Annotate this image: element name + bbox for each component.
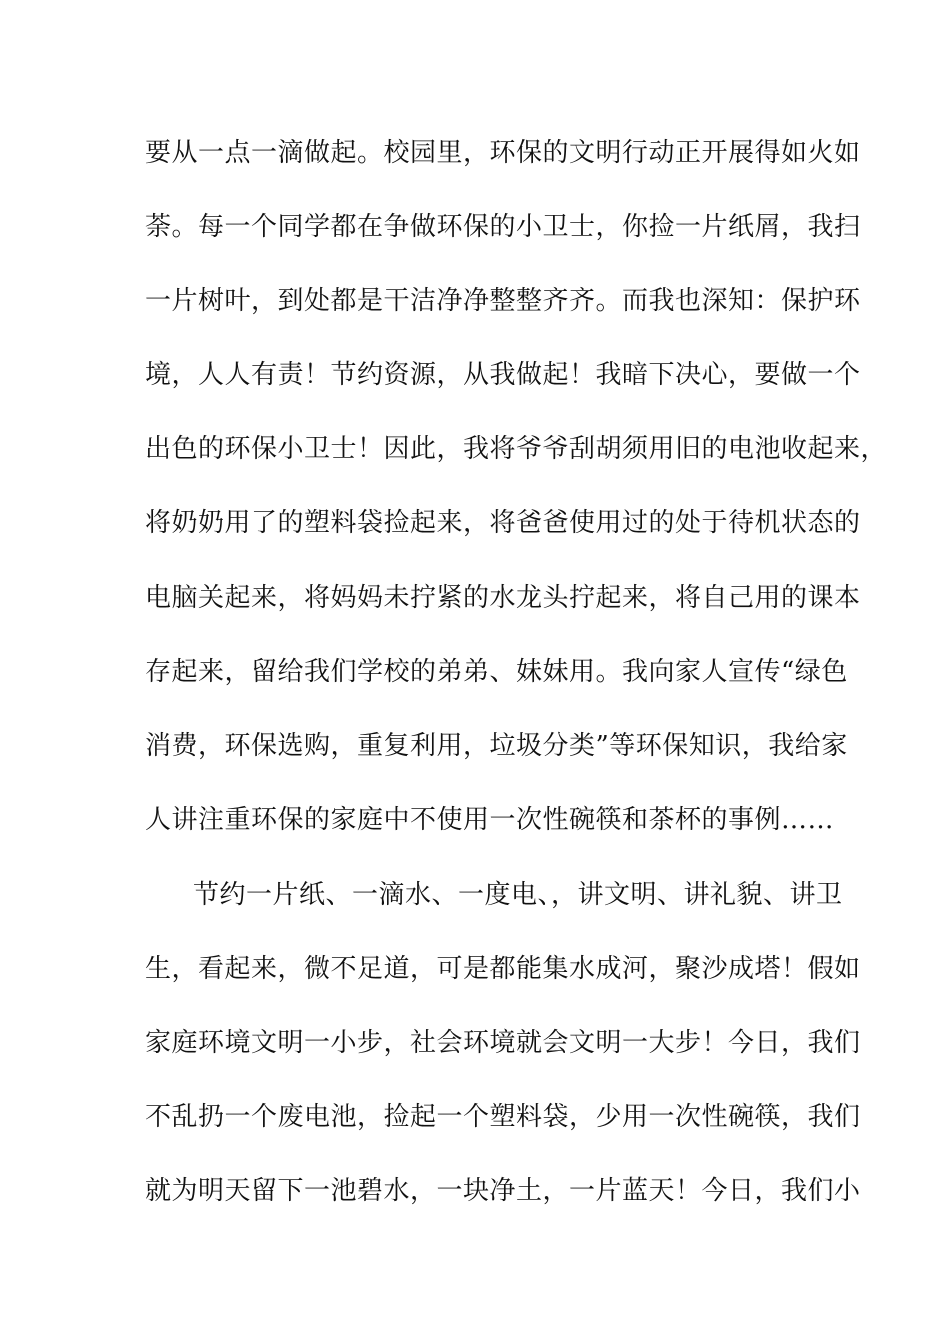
text-line: 荼。每一个同学都在争做环保的小卫士，你捡一片纸屑，我扫: [145, 212, 861, 242]
text-line: 境，人人有责！节约资源，从我做起！我暗下决心，要做一个: [145, 360, 861, 390]
text-line: 存起来，留给我们学校的弟弟、妹妹用。我向家人宣传“绿色: [145, 657, 848, 687]
text-line: 电脑关起来，将妈妈未拧紧的水龙头拧起来，将自己用的课本: [145, 583, 861, 613]
text-line: 消费，环保选购，重复利用，垃圾分类”等环保知识，我给家: [145, 731, 848, 761]
text-line: 就为明天留下一池碧水，一块净土，一片蓝天！今日，我们小: [145, 1176, 861, 1206]
text-line: 生，看起来，微不足道，可是都能集水成河，聚沙成塔！假如: [145, 954, 861, 984]
text-line: 家庭环境文明一小步，社会环境就会文明一大步！今日，我们: [145, 1028, 861, 1058]
text-line: 要从一点一滴做起。校园里，环保的文明行动正开展得如火如: [145, 138, 861, 168]
paragraph-first-line: 节约一片纸、一滴水、一度电、，讲文明、讲礼貌、讲卫: [193, 880, 843, 910]
text-line: 出色的环保小卫士！因此，我将爷爷刮胡须用旧的电池收起来，: [145, 434, 888, 464]
text-line: 不乱扔一个废电池，捡起一个塑料袋，少用一次性碗筷，我们: [145, 1102, 861, 1132]
text-line: 人讲注重环保的家庭中不使用一次性碗筷和茶杯的事例……: [145, 805, 835, 835]
text-line: 一片树叶，到处都是干洁净净整整齐齐。而我也深知：保护环: [145, 286, 861, 316]
text-line: 将奶奶用了的塑料袋捡起来，将爸爸使用过的处于待机状态的: [145, 508, 861, 538]
